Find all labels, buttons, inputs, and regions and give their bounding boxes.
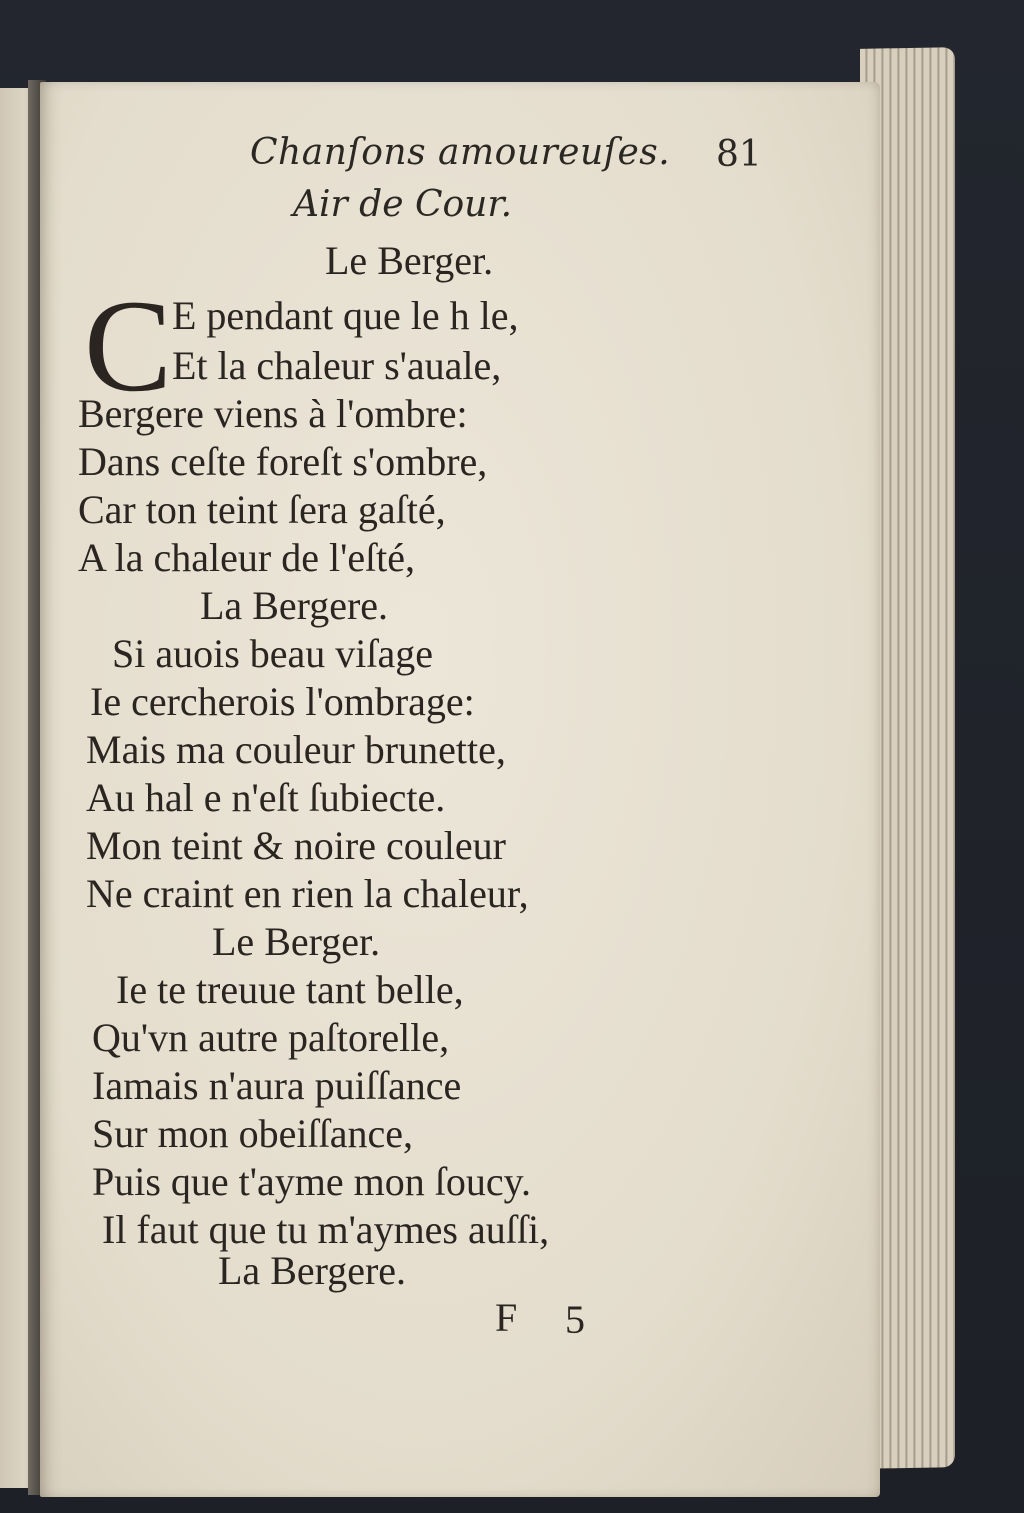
speaker-heading: La Bergere.	[218, 1248, 407, 1293]
verse-line: Ie te treuue tant belle,	[116, 967, 464, 1012]
verse-line: Au hal e n'eſt ſubiecte.	[86, 775, 446, 820]
verse-line: Et la chaleur s'auale,	[172, 343, 502, 388]
verse-line: Mais ma couleur brunette,	[86, 727, 506, 772]
air-title: Air de Cour.	[293, 184, 513, 225]
verse-line: Ne craint en rien la chaleur,	[86, 871, 529, 916]
drop-cap: C	[84, 272, 173, 419]
signature-number: 5	[565, 1297, 585, 1342]
verse-line: Il faut que tu m'aymes auſſi,	[102, 1207, 550, 1252]
verse-line: E pendant que le h le,	[172, 293, 519, 338]
verse-line: Ie cercherois l'ombrage:	[90, 679, 475, 724]
verse-line: Puis que t'ayme mon ſoucy.	[92, 1159, 532, 1204]
speaker-heading: Le Berger.	[212, 919, 381, 964]
verse-line: A la chaleur de l'eſté,	[78, 535, 416, 580]
verse-line: Si auois beau viſage	[112, 631, 434, 676]
verse-line: Car ton teint ſera gaſté,	[78, 487, 446, 532]
book-page	[40, 82, 880, 1497]
verse-line: Qu'vn autre paſtorelle,	[92, 1015, 450, 1060]
folio-number: 81	[716, 134, 762, 175]
running-head: Chanſons amoureuſes.	[250, 132, 671, 173]
speaker-heading: Le Berger.	[325, 238, 494, 283]
speaker-heading: La Bergere.	[200, 583, 389, 628]
verse-line: Mon teint & noire couleur	[86, 823, 506, 868]
verse-line: Bergere viens à l'ombre:	[78, 391, 468, 436]
signature-letter: F	[495, 1295, 518, 1340]
verse-line: Dans ceſte foreſt s'ombre,	[78, 439, 488, 484]
verse-line: Sur mon obeiſſance,	[92, 1111, 414, 1156]
verse-line: Iamais n'aura puiſſance	[92, 1063, 462, 1108]
